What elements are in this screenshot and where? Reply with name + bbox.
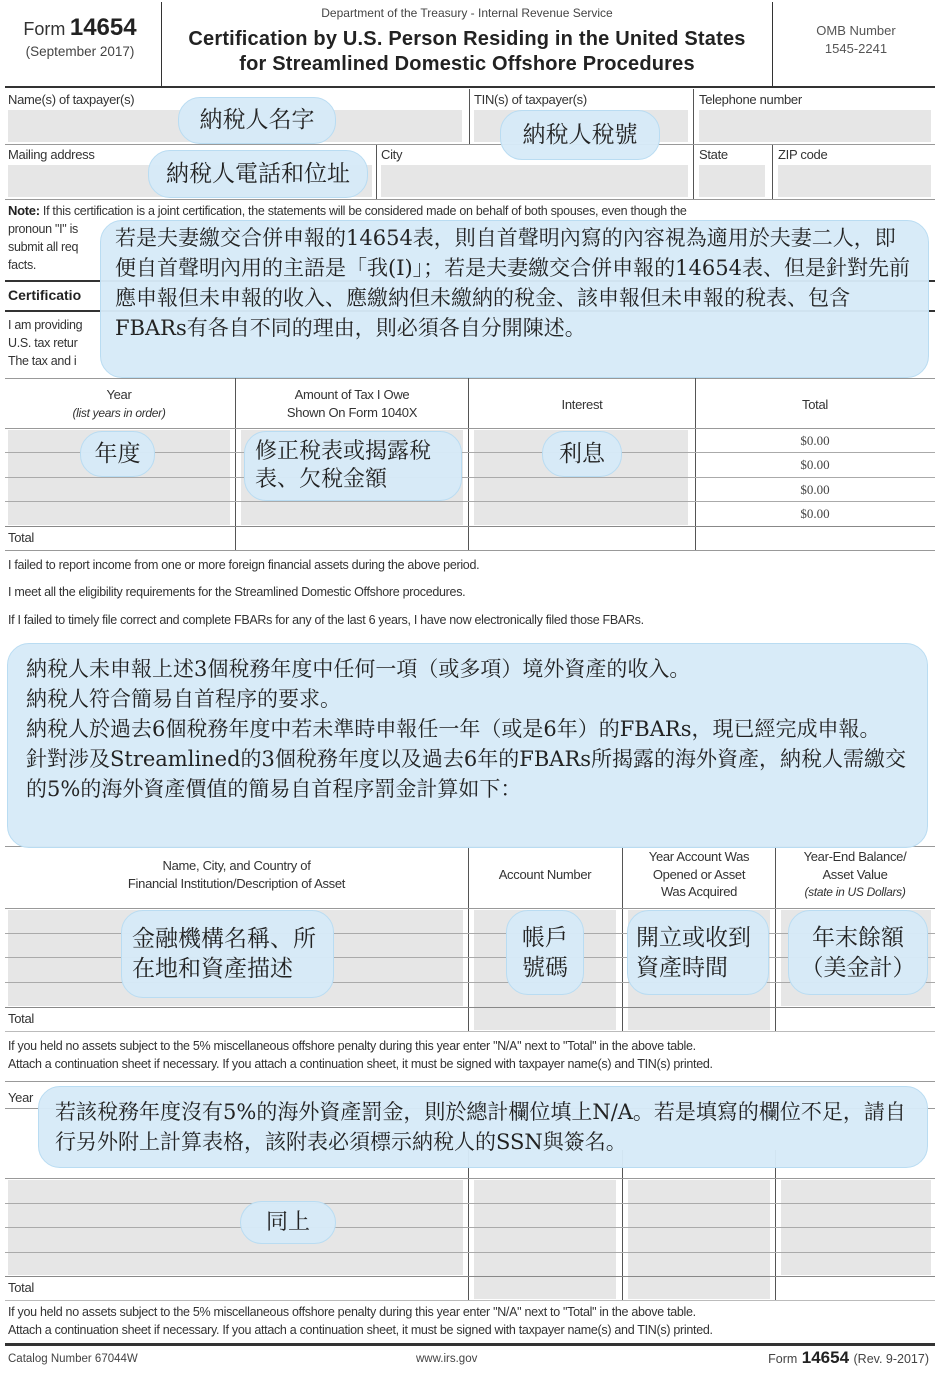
note-bold: Note: bbox=[8, 203, 40, 218]
asset-col-header-name bbox=[5, 857, 468, 892]
annotation-same-as-above bbox=[240, 1201, 336, 1244]
footer-form-number: 14654 bbox=[801, 1348, 850, 1367]
annotation-amended-tax-text: 修正稅表或揭露稅表、欠稅金額 bbox=[255, 439, 432, 492]
footer-form-prefix: Form bbox=[768, 1352, 798, 1366]
form-id-block bbox=[0, 14, 160, 59]
annotation-na-note-text: 若該稅務年度沒有5%的海外資產罰金，則於總計欄位填上N/A。若是填寫的欄位不足，請自行另外附上計算表格，該附表必須標示納稅人的SSN與簽名。 bbox=[55, 1100, 906, 1154]
note-line3: submit all req bbox=[8, 240, 79, 254]
annotation-year bbox=[80, 431, 155, 477]
city-label: City bbox=[381, 147, 403, 162]
asset1-total-label: Total bbox=[8, 1011, 34, 1026]
certification-line1: I am providing bbox=[8, 318, 83, 332]
form-header bbox=[0, 0, 939, 88]
annotation-opened bbox=[627, 910, 769, 995]
footer-form-id bbox=[768, 1348, 929, 1368]
zip-label: ZIP code bbox=[778, 147, 828, 162]
asset1-footnote-line2: Attach a continuation sheet if necessary. If you attach a continuation sheet, it must be signed with taxpayer name(s) and TIN(s) printed. bbox=[8, 1057, 713, 1071]
annotation-account bbox=[506, 910, 584, 995]
form-title bbox=[162, 27, 772, 77]
annotation-taxpayer-address bbox=[148, 150, 368, 198]
tax-table-total-label: Total bbox=[8, 530, 34, 545]
divider bbox=[772, 145, 773, 199]
row-total-4: $0.00 bbox=[800, 506, 830, 521]
omb-block bbox=[773, 22, 939, 58]
catalog-number: Catalog Number 67044W bbox=[8, 1353, 138, 1365]
annotation-opened-text: 開立或收到資產時間 bbox=[636, 924, 751, 981]
row-divider bbox=[5, 501, 935, 502]
divider bbox=[5, 1300, 935, 1301]
asset-col-header-name-line1: Name, City, and Country of bbox=[162, 858, 311, 873]
col-header-total: Total bbox=[802, 397, 828, 412]
annotation-same-as-above-text: 同上 bbox=[265, 1209, 310, 1235]
phone-field[interactable] bbox=[699, 110, 931, 142]
divider bbox=[5, 1178, 935, 1179]
annotation-account-text: 帳戶號碼 bbox=[522, 924, 568, 981]
annotation-statement-1: 納稅人未申報上述3個稅務年度中任何一項（或多項）境外資產的收入。 bbox=[26, 657, 691, 681]
divider bbox=[622, 1150, 623, 1300]
asset-col-header-account: Account Number bbox=[498, 867, 592, 882]
asset-col-header-balance-sub: (state in US Dollars) bbox=[804, 885, 906, 900]
divider bbox=[5, 1081, 935, 1082]
row-total-1: $0.00 bbox=[800, 433, 830, 448]
statement-3: If I failed to timely file correct and complete FBARs for any of the last 6 years, I have now electronically filed those FBARs. bbox=[8, 613, 644, 627]
asset2-year-label: Year bbox=[8, 1090, 34, 1105]
divider bbox=[5, 550, 935, 551]
irs-website[interactable]: www.irs.gov bbox=[416, 1353, 478, 1365]
city-field[interactable] bbox=[381, 165, 688, 197]
annotation-statements-text bbox=[26, 654, 909, 804]
tin-label: TIN(s) of taxpayer(s) bbox=[474, 92, 587, 107]
divider bbox=[775, 1150, 776, 1300]
certification-line2: U.S. tax retur bbox=[8, 336, 78, 350]
statement-1: I failed to report income from one or more foreign financial assets during the above period. bbox=[8, 558, 480, 572]
department-line: Department of the Treasury - Internal Revenue Service bbox=[321, 6, 613, 20]
col-header-amount-line1: Amount of Tax I Owe bbox=[294, 387, 410, 402]
zip-field[interactable] bbox=[778, 165, 931, 197]
note-line1 bbox=[8, 203, 687, 218]
annotation-balance-text: 年末餘額（美金計） bbox=[800, 924, 916, 981]
asset2-year-cells[interactable] bbox=[628, 1180, 770, 1299]
note-line4: facts. bbox=[8, 258, 37, 272]
header-rule bbox=[5, 86, 935, 88]
row-total-2: $0.00 bbox=[800, 457, 830, 472]
asset-col-header-year bbox=[623, 848, 775, 901]
form-prefix: Form bbox=[23, 19, 66, 39]
annotation-statements bbox=[7, 643, 928, 848]
row-divider bbox=[5, 1203, 935, 1204]
asset-col-header-name-line2: Financial Institution/Description of Asset bbox=[127, 875, 346, 891]
certification-line3: The tax and i bbox=[8, 354, 77, 368]
asset2-account-cells[interactable] bbox=[474, 1180, 616, 1299]
annotation-statement-3: 納稅人於過去6個稅務年度中若未準時申報任一年（或是6年）的FBARs，現已經完成申報。 bbox=[26, 717, 881, 741]
asset-col-header-balance bbox=[776, 848, 934, 901]
row-divider bbox=[5, 1276, 935, 1277]
annotation-joint-note bbox=[100, 220, 929, 378]
note-line2: pronoun "I" is bbox=[8, 222, 78, 236]
form-date: (September 2017) bbox=[25, 44, 135, 59]
annotation-statement-2: 納稅人符合簡易自首程序的要求。 bbox=[26, 687, 341, 711]
footer-rule bbox=[5, 1343, 935, 1346]
annotation-interest-text: 利息 bbox=[559, 440, 605, 467]
address-label: Mailing address bbox=[8, 147, 95, 162]
divider bbox=[468, 1150, 469, 1300]
col-header-amount-line2: Shown On Form 1040X bbox=[286, 404, 418, 420]
state-label: State bbox=[699, 147, 728, 162]
form-title-line2: for Streamlined Domestic Offshore Procedures bbox=[239, 53, 695, 75]
asset1-footnote-line1: If you held no assets subject to the 5% miscellaneous offshore penalty during this year enter "N/A" next to "Total" in the above table. bbox=[8, 1039, 696, 1053]
note-text: If this certification is a joint certification, the statements will be considered made on behalf of both spouses, even though the bbox=[42, 204, 687, 218]
asset2-total-label: Total bbox=[8, 1280, 34, 1295]
annotation-na-note bbox=[38, 1086, 928, 1168]
annotation-balance bbox=[788, 910, 928, 995]
state-field[interactable] bbox=[699, 165, 765, 197]
annotation-taxpayer-name-text: 納稅人名字 bbox=[199, 107, 315, 134]
asset-col-header-balance-line2: Asset Value bbox=[822, 866, 888, 882]
form-title-line1: Certification by U.S. Person Residing in the United States bbox=[188, 28, 746, 50]
asset-col-header-year-line1: Year Account Was bbox=[648, 849, 750, 864]
asset-col-header-year-line2: Opened or Asset bbox=[652, 866, 746, 882]
divider bbox=[5, 199, 935, 200]
annotation-joint-note-text: 若是夫妻繳交合併申報的14654表，則自首聲明內寫的內容視為適用於夫妻二人，即便自首聲明內用的主語是「我(I)」；若是夫妻繳交合併申報的14654表、但是針對先前應申報但未申報的收入、應繳納但未繳納的稅金、該申報但未申報的稅表、包含FBARs有各自不同的理由，則必須各自分開陳述。 bbox=[115, 226, 910, 340]
footer-revision: (Rev. 9-2017) bbox=[853, 1352, 929, 1366]
divider bbox=[5, 428, 935, 429]
row-divider bbox=[5, 477, 935, 478]
divider bbox=[5, 378, 935, 379]
row-divider bbox=[5, 1227, 935, 1228]
annotation-taxpayer-address-text: 納稅人電話和位址 bbox=[166, 160, 350, 187]
col-header-year bbox=[5, 386, 233, 421]
omb-number: 1545-2241 bbox=[824, 41, 888, 56]
annotation-statement-4: 針對涉及Streamlined的3個稅務年度以及過去6年的FBARs所揭露的海外資產，納稅人需繳交的5%的海外資產價值的簡易自首程序罰金計算如下： bbox=[26, 747, 907, 801]
name-label: Name(s) of taxpayer(s) bbox=[8, 92, 135, 107]
annotation-taxpayer-name bbox=[178, 97, 336, 144]
divider bbox=[5, 1031, 935, 1032]
asset2-footnote-line1: If you held no assets subject to the 5% miscellaneous offshore penalty during this year enter "N/A" next to "Total" in the above table. bbox=[8, 1305, 696, 1319]
col-header-interest: Interest bbox=[561, 397, 603, 412]
col-header-year-text: Year bbox=[106, 387, 132, 402]
row-total-3: $0.00 bbox=[800, 482, 830, 497]
row-divider bbox=[5, 526, 935, 527]
asset-col-header-year-line3: Was Acquired bbox=[660, 884, 738, 900]
divider bbox=[376, 145, 377, 199]
divider bbox=[5, 144, 935, 145]
annotation-taxpayer-tin bbox=[500, 110, 660, 160]
omb-label: OMB Number bbox=[816, 23, 896, 38]
row-divider bbox=[5, 1007, 935, 1008]
divider bbox=[5, 908, 935, 909]
annotation-institution-text: 金融機構名稱、所在地和資產描述 bbox=[132, 926, 316, 982]
divider bbox=[469, 89, 470, 144]
annotation-institution bbox=[121, 910, 334, 998]
statement-2: I meet all the eligibility requirements for the Streamlined Domestic Offshore procedures. bbox=[8, 585, 466, 599]
asset-col-header-balance-line1: Year-End Balance/ bbox=[803, 849, 907, 864]
row-divider bbox=[5, 1252, 935, 1253]
annotation-year-text: 年度 bbox=[94, 440, 141, 467]
annotation-amended-tax bbox=[244, 431, 462, 501]
annotation-taxpayer-tin-text: 納稅人稅號 bbox=[522, 121, 638, 148]
form-number: 14654 bbox=[69, 14, 137, 41]
col-header-year-sub: (list years in order) bbox=[72, 405, 166, 420]
phone-label: Telephone number bbox=[699, 92, 802, 107]
certification-heading: Certificatio bbox=[8, 287, 82, 303]
asset2-footnote-line2: Attach a continuation sheet if necessary. If you attach a continuation sheet, it must be signed with taxpayer name(s) and TIN(s) printed. bbox=[8, 1323, 713, 1337]
col-header-amount bbox=[236, 386, 468, 421]
annotation-interest bbox=[542, 431, 622, 477]
